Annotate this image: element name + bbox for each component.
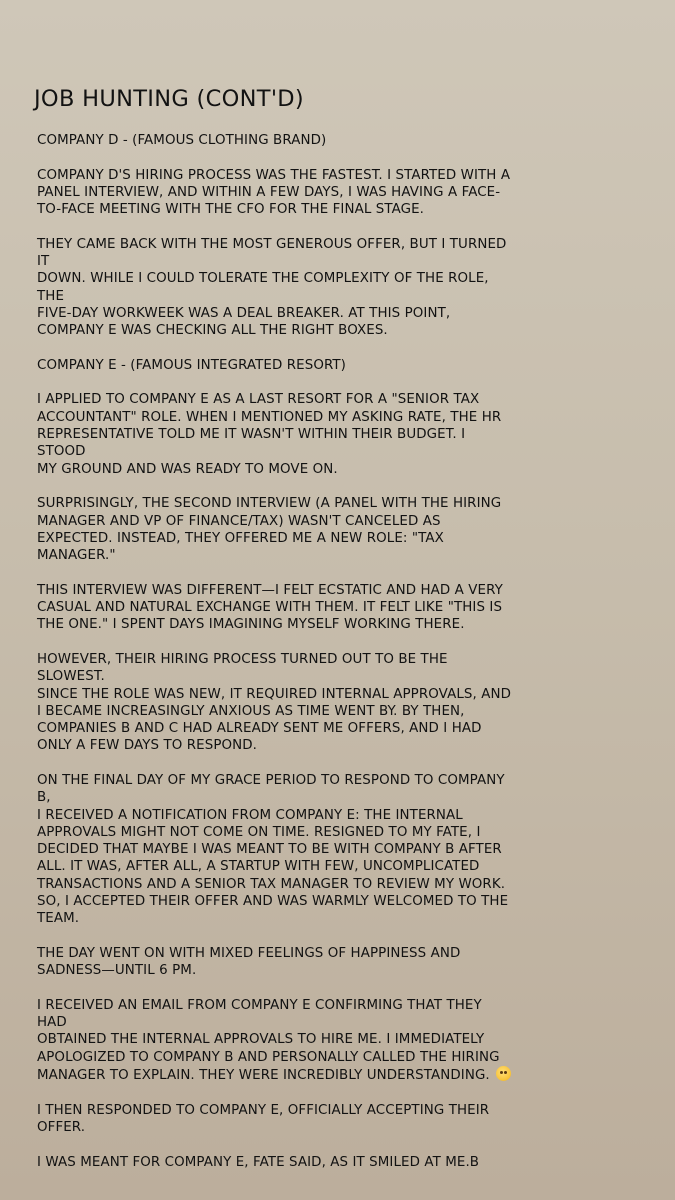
paragraph-final-day: ON THE FINAL DAY OF MY GRACE PERIOD TO RESPOND TO COMPANY B, I RECEIVED A NOTIFICATION FROM COMPANY E: THE INTERNAL APPROVALS MIGHT NOT COME ON TIME. RESIGNED TO MY FATE, I DECIDED THAT MAYBE I WAS MEANT TO BE WITH COMPANY B AFTER ALL. IT WAS, AFTER ALL, A STARTUP WITH FEW, UNCOMPLICATED TRANSACTIONS AND A SENIOR TAX MANAGER TO REVIEW MY WORK. SO, I ACCEPTED THEIR OFFER AND WAS WARMLY WELCOMED TO THE TEAM. xyxy=(37,772,509,927)
paragraph-company-e-application: I APPLIED TO COMPANY E AS A LAST RESORT FOR A "SENIOR TAX ACCOUNTANT" ROLE. WHEN I MENTIONED MY ASKING RATE, THE HR REPRESENTATIVE TOLD ME IT WASN'T WITHIN THEIR BUDGET. I STOOD MY GROUND AND WAS READY TO MOVE ON. xyxy=(37,392,502,477)
paragraph-accepting-offer: I THEN RESPONDED TO COMPANY E, OFFICIALLY ACCEPTING THEIR OFFER. xyxy=(37,1102,490,1135)
teary-smile-emoji-icon xyxy=(496,1066,511,1081)
story-body xyxy=(37,132,512,1188)
page-title: JOB HUNTING (CONT'D) xyxy=(34,86,305,112)
paragraph-email-text: I RECEIVED AN EMAIL FROM COMPANY E CONFIRMING THAT THEY HAD OBTAINED THE INTERNAL APPROVALS TO HIRE ME. I IMMEDIATELY APOLOGIZED TO COMPANY B AND PERSONALLY CALLED THE HIRING MANAGER TO EXPLAIN. THEY WERE INCREDIBLY UNDERSTANDING. xyxy=(37,997,500,1084)
paragraph-interview-feeling: THIS INTERVIEW WAS DIFFERENT—I FELT ECSTATIC AND HAD A VERY CASUAL AND NATURAL EXCHANGE WITH THEM. IT FELT LIKE "THIS IS THE ONE." I SPENT DAYS IMAGINING MYSELF WORKING THERE. xyxy=(37,582,503,633)
paragraph-email-received xyxy=(37,997,512,1084)
company-d-heading: COMPANY D - (FAMOUS CLOTHING BRAND) xyxy=(37,133,327,148)
paragraph-company-d-process: COMPANY D'S HIRING PROCESS WAS THE FASTEST. I STARTED WITH A PANEL INTERVIEW, AND WITHIN A FEW DAYS, I WAS HAVING A FACE- TO-FACE MEETING WITH THE CFO FOR THE FINAL STAGE. xyxy=(37,167,511,218)
paragraph-closing-line: I WAS MEANT FOR COMPANY E, FATE SAID, AS IT SMILED AT ME.B xyxy=(37,1154,480,1170)
paragraph-mixed-feelings: THE DAY WENT ON WITH MIXED FEELINGS OF HAPPINESS AND SADNESS—UNTIL 6 PM. xyxy=(37,945,461,979)
paragraph-second-interview: SURPRISINGLY, THE SECOND INTERVIEW (A PANEL WITH THE HIRING MANAGER AND VP OF FINANCE/TAX) WASN'T CANCELED AS EXPECTED. INSTEAD, THEY OFFERED ME A NEW ROLE: "TAX MANAGER." xyxy=(37,496,502,564)
paragraph-slow-process: HOWEVER, THEIR HIRING PROCESS TURNED OUT TO BE THE SLOWEST. SINCE THE ROLE WAS NEW, IT REQUIRED INTERNAL APPROVALS, AND I BECAME INCREASINGLY ANXIOUS AS TIME WENT BY. BY THEN, COMPANIES B AND C HAD ALREADY SENT ME OFFERS, AND I HAD ONLY A FEW DAYS TO RESPOND. xyxy=(37,651,511,754)
company-e-heading: COMPANY E - (FAMOUS INTEGRATED RESORT) xyxy=(37,357,346,373)
paragraph-company-d-offer: THEY CAME BACK WITH THE MOST GENEROUS OFFER, BUT I TURNED IT DOWN. WHILE I COULD TOLERATE THE COMPLEXITY OF THE ROLE, THE FIVE-DAY WORKWEEK WAS A DEAL BREAKER. AT THIS POINT, COMPANY E WAS CHECKING ALL THE RIGHT BOXES. xyxy=(37,236,507,339)
